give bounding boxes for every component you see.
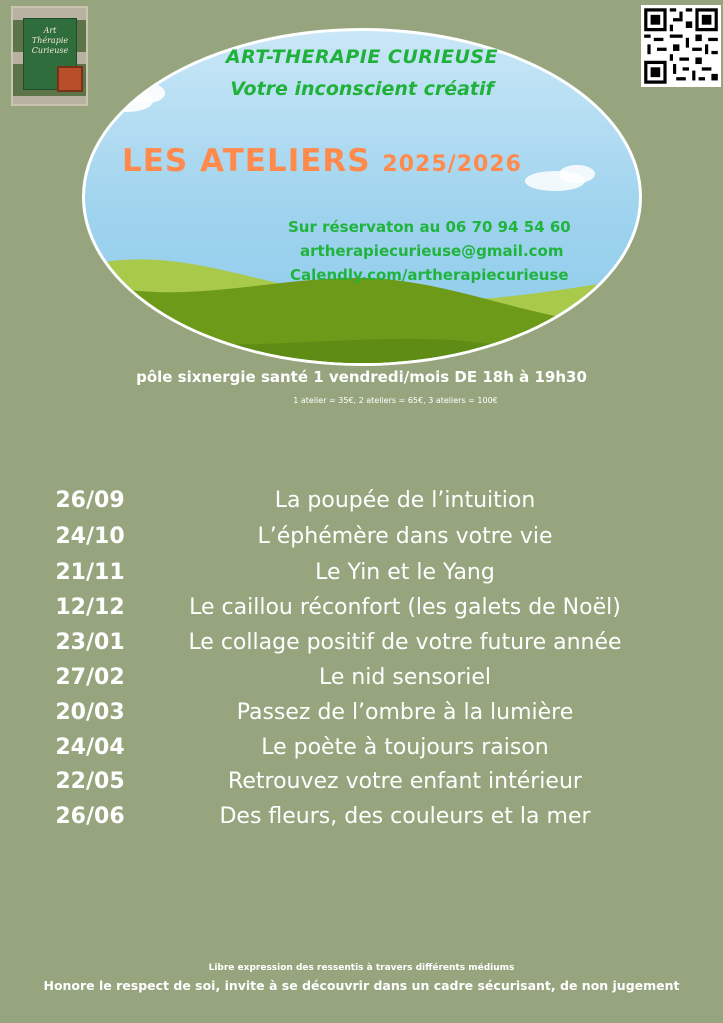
qr-code[interactable] [641, 5, 721, 87]
schedule-date: 21/11 [55, 560, 125, 585]
schedule-label: Le nid sensoriel [318, 665, 492, 690]
schedule-row [0, 626, 723, 660]
schedule-row [0, 731, 723, 765]
schedule-label: Le collage positif de votre future année [188, 630, 622, 655]
title-art-therapie: ART-THERAPIE CURIEUSE [225, 46, 499, 68]
contact-calendly[interactable]: Calendly.com/artherapiecurieuse [290, 266, 569, 284]
pricing-line: 1 atelier = 35€, 2 ateliers = 65€, 3 ateliers = 100€ [293, 396, 498, 405]
schedule-label: Des fleurs, des couleurs et la mer [219, 804, 591, 829]
schedule-row [0, 800, 723, 834]
main-title [122, 143, 522, 179]
subtitle: Votre inconscient créatif [230, 78, 494, 100]
schedule-row [0, 765, 723, 799]
footer-line-2: Honore le respect de soi, invite à se découvrir dans un cadre sécurisant, de non jugement [43, 978, 680, 993]
schedule-label: Le Yin et le Yang [315, 560, 495, 585]
schedule-label: La poupée de l’intuition [274, 488, 536, 513]
schedule-row [0, 556, 723, 590]
logo-image [11, 6, 88, 106]
schedule-row [0, 484, 723, 518]
schedule-row [0, 520, 723, 554]
contact-phone: Sur réservaton au 06 70 94 54 60 [288, 218, 571, 236]
schedule-row [0, 661, 723, 695]
schedule-date: 24/04 [55, 735, 125, 760]
schedule-row [0, 696, 723, 730]
schedule-label: Passez de l’ombre à la lumière [236, 700, 574, 725]
schedule-date: 12/12 [55, 595, 125, 620]
schedule-date: 20/03 [55, 700, 125, 725]
schedule-date: 24/10 [55, 524, 125, 549]
schedule-date: 23/01 [55, 630, 125, 655]
main-title-text: LES ATELIERS [122, 143, 371, 179]
schedule-date: 26/06 [55, 804, 125, 829]
schedule-date: 27/02 [55, 665, 125, 690]
schedule-label: Retrouvez votre enfant intérieur [228, 769, 582, 794]
schedule-date: 22/05 [55, 769, 125, 794]
schedule-label: L’éphémère dans votre vie [257, 524, 553, 549]
logo-text: Art Thérapie Curieuse [31, 26, 69, 55]
schedule-row [0, 591, 723, 625]
contact-email[interactable]: artherapiecurieuse@gmail.com [300, 242, 564, 260]
schedule-label: Le poète à toujours raison [261, 735, 549, 760]
footer-line-1: Libre expression des ressentis à travers différents médiums [208, 963, 515, 973]
schedule-date: 26/09 [55, 488, 125, 513]
location-line: pôle sixnergie santé 1 vendredi/mois DE 18h à 19h30 [136, 368, 587, 386]
schedule-label: Le caillou réconfort (les galets de Noël) [189, 595, 621, 620]
main-title-year: 2025/2026 [382, 152, 522, 177]
